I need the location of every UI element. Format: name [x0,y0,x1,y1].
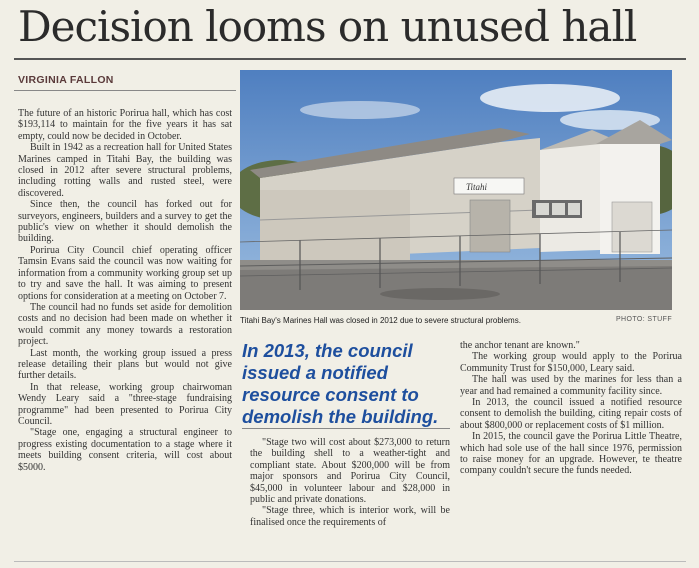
bottom-rule [14,561,686,562]
paragraph: In 2013, the council issued a notified resource consent to demolish the building, citing repair costs of about $800,000 or replacement costs of $1 million. [460,397,682,431]
pull-quote-rule [242,428,450,429]
byline-rule [14,90,236,91]
headline-rule [14,58,686,60]
paragraph: Since then, the council has forked out for surveyors, engineers, builders and a survey to get the public's view on whether it should demolish the building. [18,199,232,245]
paragraph: In that release, working group chairwoman Wendy Leary said a "three-stage fundraising programme" had been presented to Porirua City Council. [18,381,232,427]
paragraph: Last month, the working group issued a press release detailing their plans but would not give further details. [18,347,232,382]
photo-credit: PHOTO: STUFF [615,316,672,323]
byline: VIRGINIA FALLON [18,74,114,86]
hall-photo-illustration [240,70,672,310]
headline: Decision looms on unused hall [18,2,637,51]
article-column-1 [18,108,232,473]
photo-caption [240,316,672,325]
paragraph: "Stage two will cost about $273,000 to return the building shell to a weather-tight and compliant state. About $200,000 will be from major sponsors and Porirua City Council, $45,000 in volunteer labour and $28,000 in public and private donations. [250,437,450,506]
paragraph: The hall was used by the marines for less than a year and had remained a community facility since. [460,374,682,397]
paragraph: The council had no funds set aside for demolition costs and no decision had been made on whether it would commit any money towards a restoration project. [18,301,232,348]
paragraph: the anchor tenant are known." [460,340,580,351]
paragraph: "Stage one, engaging a structural engineer to progress existing documentation to a stage where it meets building consent criteria, will cost about $5000. [18,427,232,473]
paragraph: Porirua City Council chief operating officer Tamsin Evans said the council was now waiting for information from a community working group set up to try and save the hall. It was aiming to present options for consideration at a meeting on October 7. [18,244,232,302]
paragraph: In 2015, the council gave the Porirua Little Theatre, which had sole use of the hall since 1976, permission to raise money for an upgrade. However, te theatre company couldn't secure the funds needed. [460,431,682,477]
paragraph: "Stage three, which is interior work, will be finalised once the requirements of [250,505,450,528]
caption-text: Titahi Bay's Marines Hall was closed in 2012 due to severe structural problems. [240,316,521,325]
paragraph: The future of an historic Porirua hall, which has cost $193,114 to maintain for the five years it has sat empty, could now be decided in October. [18,108,232,142]
paragraph: The working group would apply to the Porirua Community Trust for $150,000, Leary said. [460,351,682,374]
hall-sign-text: Titahi [466,182,488,192]
pull-quote: In 2013, the council issued a notified resource consent to demolish the building. [242,340,439,427]
article-column-4 [460,340,682,477]
paragraph: Built in 1942 as a recreation hall for United States Marines camped in Titahi Bay, the building was closed in 2012 after severe structural problems, including rotting walls and rusted steel, were discovered. [18,142,232,199]
article-column-3 [250,437,450,528]
hall-photo [240,70,672,310]
